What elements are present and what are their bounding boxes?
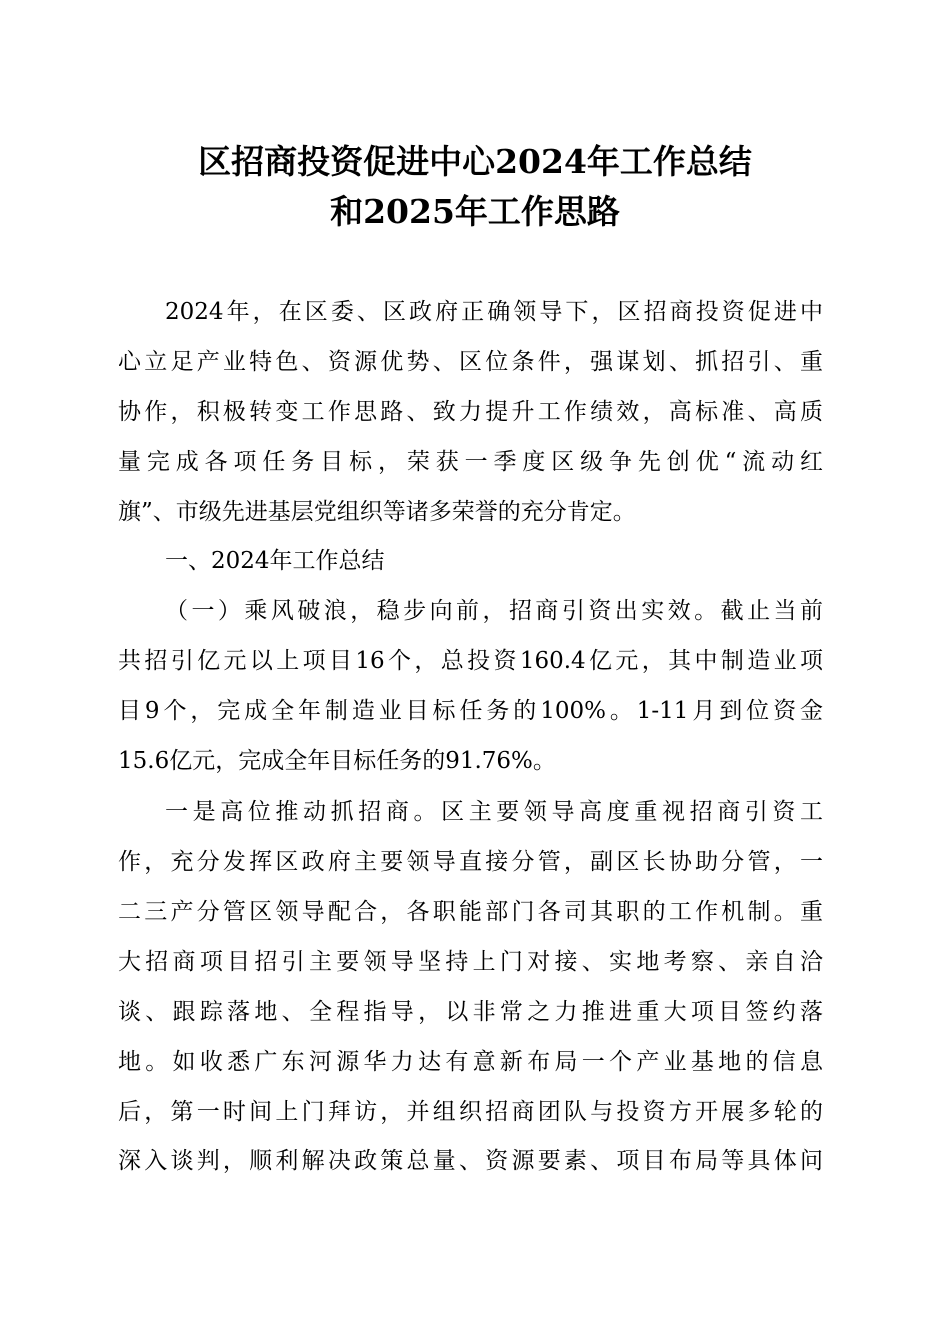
paragraph-line: 后，第一时间上门拜访，并组织招商团队与投资方开展多轮的 bbox=[118, 1099, 823, 1125]
paragraph-line: 心立足产业特色、资源优势、区位条件，强谋划、抓招引、重 bbox=[118, 349, 823, 375]
paragraph-line: （一）乘风破浪，稳步向前，招商引资出实效。截止当前 bbox=[165, 598, 823, 624]
paragraph-line: 地。如收悉广东河源华力达有意新布局一个产业基地的信息 bbox=[118, 1049, 823, 1075]
document-title-line-1: 区招商投资促进中心2024年工作总结 bbox=[198, 142, 752, 181]
paragraph-line: 一是高位推动抓招商。区主要领导高度重视招商引资工 bbox=[165, 799, 823, 825]
document-title-line-2: 和2025年工作思路 bbox=[330, 192, 620, 231]
paragraph-line: 2024年，在区委、区政府正确领导下，区招商投资促进中 bbox=[165, 299, 823, 325]
paragraph-line: 共招引亿元以上项目16个，总投资160.4亿元，其中制造业项 bbox=[118, 648, 823, 674]
paragraph-line: 旗”、市级先进基层党组织等诸多荣誉的充分肯定。 bbox=[118, 499, 636, 525]
paragraph-line: 谈、跟踪落地、全程指导，以非常之力推进重大项目签约落 bbox=[118, 999, 823, 1025]
paragraph-line: 15.6亿元，完成全年目标任务的91.76%。 bbox=[118, 748, 556, 774]
section-heading: 一、2024年工作总结 bbox=[165, 548, 385, 574]
paragraph-line: 作，充分发挥区政府主要领导直接分管，副区长协助分管，一 bbox=[118, 849, 823, 875]
paragraph-line: 大招商项目招引主要领导坚持上门对接、实地考察、亲自洽 bbox=[118, 949, 823, 975]
paragraph-line: 协作，积极转变工作思路、致力提升工作绩效，高标准、高质 bbox=[118, 399, 823, 425]
paragraph-line: 目9个，完成全年制造业目标任务的100%。1-11月到位资金 bbox=[118, 698, 823, 724]
paragraph-line: 二三产分管区领导配合，各职能部门各司其职的工作机制。重 bbox=[118, 899, 823, 925]
paragraph-line: 量完成各项任务目标，荣获一季度区级争先创优“流动红 bbox=[118, 449, 823, 475]
paragraph-line: 深入谈判，顺利解决政策总量、资源要素、项目布局等具体问 bbox=[118, 1148, 823, 1174]
